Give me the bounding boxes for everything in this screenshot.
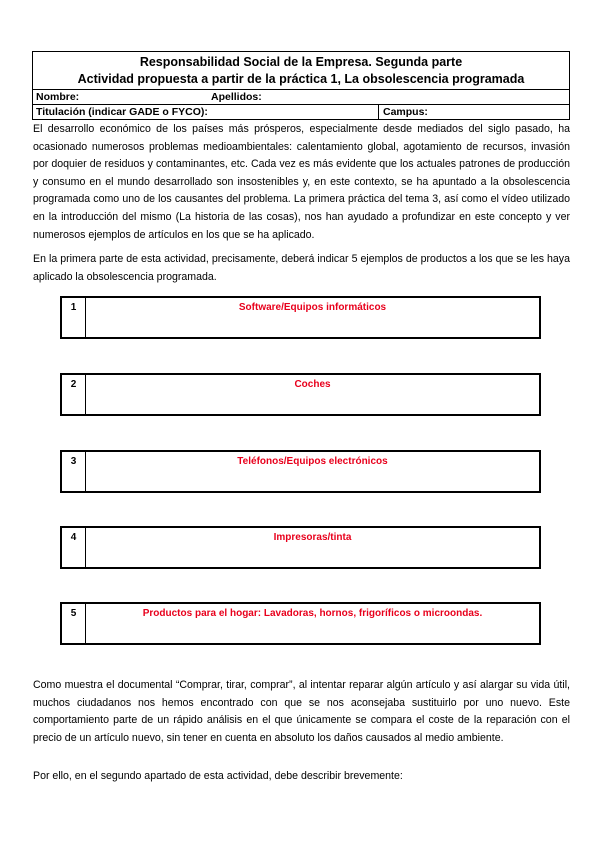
example-number: 2: [62, 375, 86, 414]
instruction-paragraph: En la primera parte de esta actividad, precisamente, deberá indicar 5 ejemplos de productos a los que se les haya aplicado la obsolescencia programada.: [33, 253, 570, 283]
example-box: [60, 296, 541, 339]
activity-subtitle: Actividad propuesta a partir de la práctica 1, La obsolescencia programada: [77, 72, 525, 86]
apellidos-label: Apellidos:: [211, 91, 262, 103]
titulacion-label: Titulación (indicar GADE o FYCO):: [36, 106, 208, 118]
titulacion-row: [33, 104, 569, 119]
example-answer: Teléfonos/Equipos electrónicos: [237, 456, 388, 467]
name-row: [33, 89, 569, 104]
example-answer: Productos para el hogar: Lavadoras, hornos, frigoríficos o microondas.: [142, 608, 483, 619]
example-box: [60, 373, 541, 416]
campus-label: Campus:: [383, 106, 428, 118]
example-answer: Impresoras/tinta: [273, 532, 352, 543]
final-paragraph: Por ello, en el segundo apartado de esta actividad, debe describir brevemente:: [33, 770, 403, 782]
example-box: [60, 450, 541, 493]
intro-paragraph: El desarrollo económico de los países más prósperos, especialmente desde mediados del siglo pasado, ha ocasionado numerosos problemas medioambientales: calentamiento global, agotamiento de recursos, invasión por doquier de residuos y contaminantes, etc. Cada vez es más evidente que los actuales patrones de producción y consumo en el mundo desarrollado son insostenibles y, en este contexto, se ha apuntado a la obsolescencia programada como uno de los causantes del problema. La primera práctica del tema 3, así como el vídeo utilizado en la introducción del mismo (La historia de las cosas), nos han ayudado a profundizar en este concepto y ver numerosos ejemplos de artículos en los que se ha aplicado.: [33, 123, 570, 241]
row-divider: [378, 105, 379, 119]
header-titles: [33, 52, 569, 89]
example-number: 1: [62, 298, 86, 337]
header-table: [32, 51, 570, 120]
closing-paragraph: Como muestra el documental “Comprar, tirar, comprar”, al intentar reparar algún artículo y así alargar su vida útil, muchos ciudadanos nos hemos encontrado con que se nos aconsejaba sustituirlo por uno nuevo. Este comportamiento parte de un rápido análisis en el que únicamente se compara el coste de la reparación con el precio de un artículo nuevo, sin tener en cuenta en absoluto los daños causados al medio ambiente.: [33, 679, 570, 744]
example-answer: Coches: [294, 379, 331, 390]
example-box: [60, 602, 541, 645]
example-box: [60, 526, 541, 569]
example-number: 3: [62, 452, 86, 491]
example-number: 4: [62, 528, 86, 567]
example-answer: Software/Equipos informáticos: [238, 302, 387, 313]
example-number: 5: [62, 604, 86, 643]
document-title: Responsabilidad Social de la Empresa. Segunda parte: [139, 55, 463, 69]
nombre-label: Nombre:: [36, 91, 80, 103]
